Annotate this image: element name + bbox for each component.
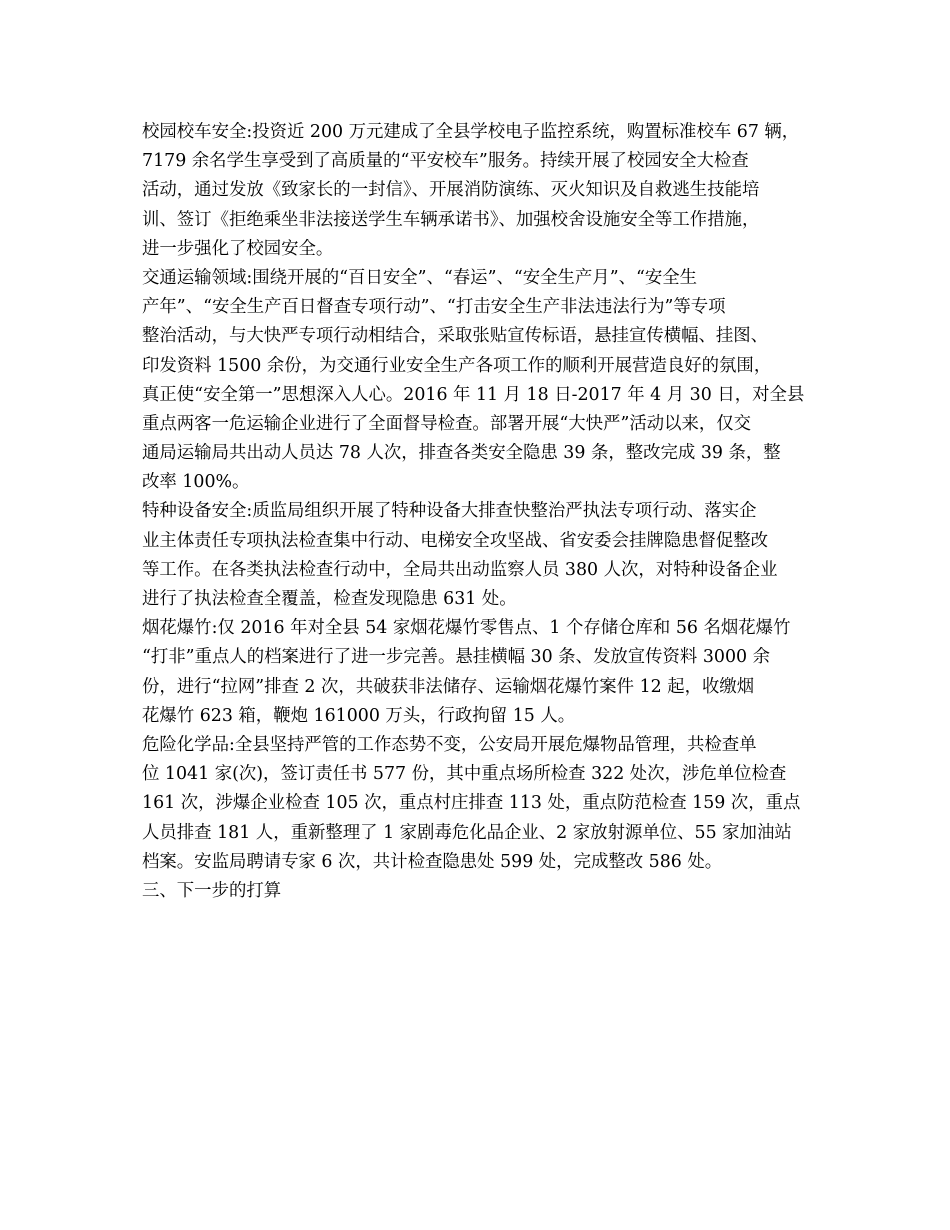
text-line: 印发资料 1500 余份，为交通行业安全生产各项工作的顺利开展营造良好的氛围， — [142, 355, 772, 376]
text-line: 进一步强化了校园安全。 — [142, 238, 334, 259]
text-line: 业主体责任专项执法检查集中行动、电梯安全攻坚战、省安委会挂牌隐患督促整改 — [142, 530, 769, 551]
text-line: 整治活动，与大快严专项行动相结合，采取张贴宣传标语，悬挂宣传横幅、挂图、 — [142, 326, 769, 347]
text-line: 改率 100%。 — [142, 472, 250, 493]
text-line: 7179 余名学生享受到了高质量的“平安校车”服务。持续开展了校园安全大检查 — [142, 151, 749, 172]
text-line: 人员排查 181 人，重新整理了 1 家剧毒危化品企业、2 家放射源单位、55 家加油站 — [142, 822, 792, 843]
text-line: 进行了执法检查全覆盖，检查发现隐患 631 处。 — [142, 589, 517, 609]
text-line: 档案。安监局聘请专家 6 次，共计检查隐患处 599 处，完成整改 586 处。 — [142, 851, 723, 872]
text-line: 活动，通过发放《致家长的一封信》、开展消防演练、灭火知识及自救逃生技能培 — [142, 180, 760, 201]
text-line: 产年”、“安全生产百日督查专项行动”、“打击安全生产非法违法行为”等专项 — [142, 297, 726, 318]
text-line: 特种设备安全:质监局组织开展了特种设备大排查快整治严执法专项行动、落实企 — [142, 501, 757, 522]
text-line: 花爆竹 623 箱，鞭炮 161000 万头，行政拘留 15 人。 — [142, 705, 576, 726]
text-line: 重点两客一危运输企业进行了全面督导检查。部署开展“大快严”活动以来，仅交 — [142, 413, 752, 434]
text-line: 真正使“安全第一”思想深入人心。2016 年 11 月 18 日-2017 年 4 月 30 日，对全县 — [142, 384, 805, 405]
text-line: “打非”重点人的档案进行了进一步完善。悬挂横幅 30 条、发放宣传资料 3000 余 — [142, 647, 771, 668]
text-line: 位 1041 家(次)，签订责任书 577 份，其中重点场所检查 322 处次，涉危单位检查 — [142, 764, 787, 785]
section-heading: 三、下一步的打算 — [142, 880, 282, 901]
text-line: 交通运输领域:围绕开展的“百日安全”、“春运”、“安全生产月”、“安全生 — [142, 267, 698, 288]
text-line: 等工作。在各类执法检查行动中，全局共出动监察人员 380 人次，对特种设备企业 — [142, 559, 778, 580]
text-line: 烟花爆竹:仅 2016 年对全县 54 家烟花爆竹零售点、1 个存储仓库和 56 名烟花爆竹 — [142, 618, 791, 639]
text-line: 份，进行“拉网”排查 2 次，共破获非法储存、运输烟花爆竹案件 12 起，收缴烟 — [142, 676, 755, 697]
text-line: 训、签订《拒绝乘坐非法接送学生车辆承诺书》、加强校舍设施安全等工作措施， — [142, 209, 760, 230]
text-line: 通局运输局共出动人员达 78 人次，排查各类安全隐患 39 条，整改完成 39 条，整 — [142, 443, 781, 464]
text-line: 危险化学品:全县坚持严管的工作态势不变，公安局开展危爆物品管理，共检查单 — [142, 734, 757, 755]
text-line: 校园校车安全:投资近 200 万元建成了全县学校电子监控系统，购置标准校车 67 辆， — [142, 122, 800, 142]
document-body — [142, 118, 812, 906]
text-line: 161 次，涉爆企业检查 105 次，重点村庄排查 113 处，重点防范检查 159 次，重点 — [142, 793, 801, 814]
